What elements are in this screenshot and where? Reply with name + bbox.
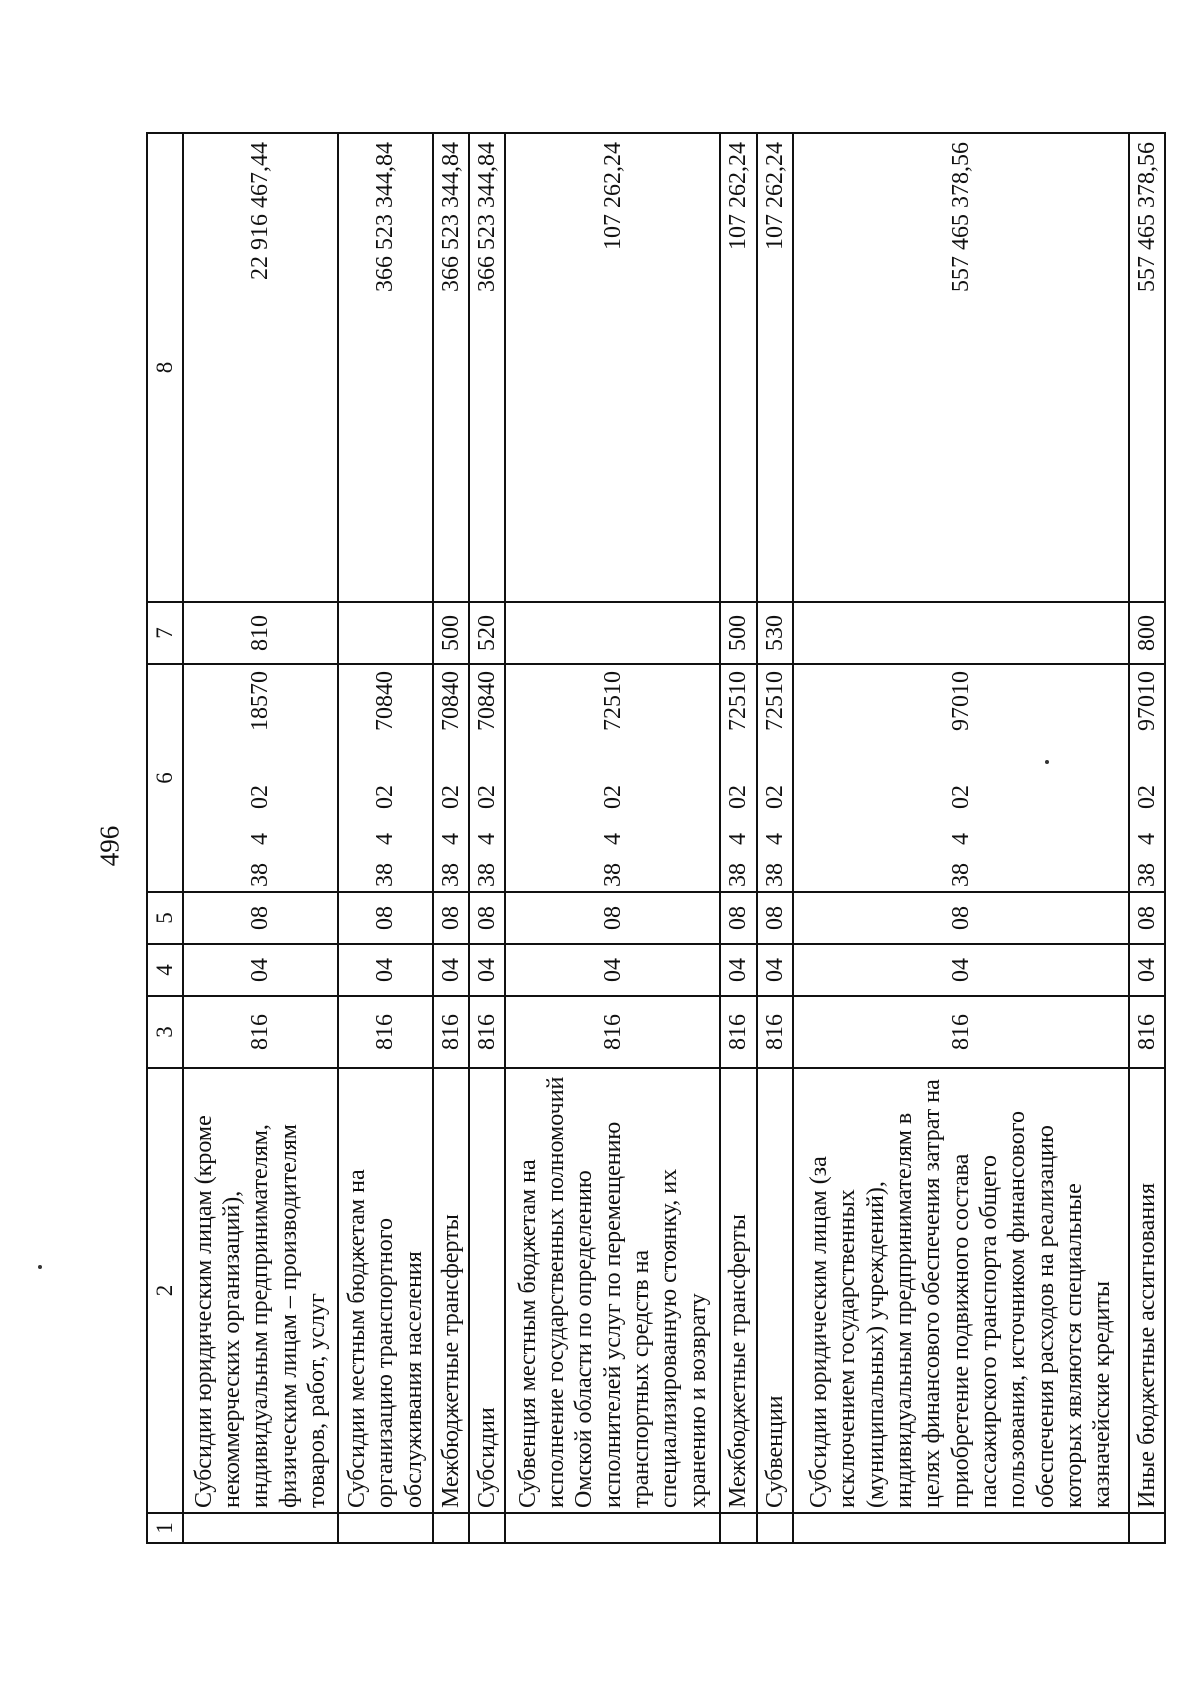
program-code: 38 <box>947 863 974 887</box>
item-name: Субсидии юридическим лицам (кроме некоммерческих организаций), индивидуальным предпринимателям, физическим лицам – производителям товаров, работ, услуг <box>183 1068 338 1513</box>
direction-code: 70840 <box>437 671 464 731</box>
target-article-code <box>720 664 756 892</box>
item-name: Субвенции <box>757 1068 793 1513</box>
direction-code: 18570 <box>247 671 274 731</box>
subprogram-type-code: 4 <box>473 833 500 845</box>
amount: 107 262,24 <box>720 133 756 602</box>
section-code: 04 <box>720 944 756 996</box>
ministry-code: 816 <box>793 996 1129 1068</box>
subsection-code: 08 <box>338 892 433 944</box>
direction-code: 70840 <box>473 671 500 731</box>
section-code: 04 <box>505 944 720 996</box>
program-code: 38 <box>599 863 626 887</box>
direction-code: 72510 <box>725 671 752 731</box>
row-number-cell <box>469 1513 505 1543</box>
header-row <box>147 133 183 1543</box>
subprogram-type-code: 4 <box>247 833 274 845</box>
ministry-code: 816 <box>183 996 338 1068</box>
scan-speck <box>38 1265 42 1269</box>
header-col-3: 3 <box>147 996 183 1068</box>
direction-code: 70840 <box>372 671 399 731</box>
event-code: 02 <box>1133 785 1160 809</box>
event-code: 02 <box>725 785 752 809</box>
header-col-1: 1 <box>147 1513 183 1543</box>
table-row <box>720 133 756 1543</box>
program-code: 38 <box>247 863 274 887</box>
subprogram-type-code: 4 <box>761 833 788 845</box>
ministry-code: 816 <box>505 996 720 1068</box>
target-article-code <box>469 664 505 892</box>
ministry-code: 816 <box>757 996 793 1068</box>
target-article-code <box>183 664 338 892</box>
row-number-cell <box>338 1513 433 1543</box>
subprogram-type-code: 4 <box>1133 833 1160 845</box>
subsection-code: 08 <box>720 892 756 944</box>
target-article-code <box>793 664 1129 892</box>
section-code: 04 <box>757 944 793 996</box>
header-col-5: 5 <box>147 892 183 944</box>
subprogram-type-code: 4 <box>372 833 399 845</box>
amount: 557 465 378,56 <box>793 133 1129 602</box>
target-article-code <box>433 664 469 892</box>
event-code: 02 <box>247 785 274 809</box>
item-name: Субвенция местным бюджетам на исполнение государственных полномочий Омской области по определению исполнителей услуг по перемещению транспортных средств на специализированную стоянку, их хранению и возврату <box>505 1068 720 1513</box>
program-code: 38 <box>725 863 752 887</box>
ministry-code: 816 <box>338 996 433 1068</box>
ministry-code: 816 <box>433 996 469 1068</box>
page-number: 496 <box>94 825 125 867</box>
subprogram-type-code: 4 <box>947 833 974 845</box>
section-code: 04 <box>338 944 433 996</box>
expense-type-code: 810 <box>183 602 338 664</box>
item-name: Субсидии юридическим лицам (за исключением государственных (муниципальных) учреждений), индивидуальным предпринимателям в целях финансового обеспечения затрат на приобретение подвижного состава пассажирского транспорта общего пользования, источником финансового обеспечения расходов на реализацию которых являются специальные казначейские кредиты <box>793 1068 1129 1513</box>
row-number-cell <box>433 1513 469 1543</box>
rotated-table-container <box>146 142 1166 1544</box>
program-code: 38 <box>1133 863 1160 887</box>
subsection-code: 08 <box>433 892 469 944</box>
event-code: 02 <box>437 785 464 809</box>
target-article-code <box>1129 664 1165 892</box>
item-name: Субсидии <box>469 1068 505 1513</box>
expense-type-code <box>505 602 720 664</box>
direction-code: 72510 <box>599 671 626 731</box>
amount: 22 916 467,44 <box>183 133 338 602</box>
table-row <box>793 133 1129 1543</box>
subprogram-type-code: 4 <box>599 833 626 845</box>
event-code: 02 <box>947 785 974 809</box>
row-number-cell <box>183 1513 338 1543</box>
amount: 107 262,24 <box>505 133 720 602</box>
table-row <box>505 133 720 1543</box>
amount: 366 523 344,84 <box>338 133 433 602</box>
subsection-code: 08 <box>1129 892 1165 944</box>
target-article-code <box>757 664 793 892</box>
amount: 366 523 344,84 <box>433 133 469 602</box>
table-row <box>183 133 338 1543</box>
table-row <box>469 133 505 1543</box>
table-row <box>338 133 433 1543</box>
subsection-code: 08 <box>183 892 338 944</box>
row-number-cell <box>757 1513 793 1543</box>
row-number-cell <box>793 1513 1129 1543</box>
table-row <box>1129 133 1165 1543</box>
header-col-7: 7 <box>147 602 183 664</box>
event-code: 02 <box>599 785 626 809</box>
budget-table <box>146 132 1166 1544</box>
item-name: Иные бюджетные ассигнования <box>1129 1068 1165 1513</box>
program-code: 38 <box>761 863 788 887</box>
subprogram-type-code: 4 <box>725 833 752 845</box>
program-code: 38 <box>372 863 399 887</box>
amount: 366 523 344,84 <box>469 133 505 602</box>
direction-code: 97010 <box>1133 671 1160 731</box>
event-code: 02 <box>761 785 788 809</box>
expense-type-code: 530 <box>757 602 793 664</box>
expense-type-code <box>338 602 433 664</box>
program-code: 38 <box>473 863 500 887</box>
section-code: 04 <box>469 944 505 996</box>
table-row <box>757 133 793 1543</box>
target-article-code <box>338 664 433 892</box>
item-name: Межбюджетные трансферты <box>720 1068 756 1513</box>
expense-type-code: 520 <box>469 602 505 664</box>
section-code: 04 <box>183 944 338 996</box>
header-col-4: 4 <box>147 944 183 996</box>
section-code: 04 <box>433 944 469 996</box>
item-name: Субсидии местным бюджетам на организацию транспортного обслуживания населения <box>338 1068 433 1513</box>
expense-type-code <box>793 602 1129 664</box>
row-number-cell <box>505 1513 720 1543</box>
ministry-code: 816 <box>469 996 505 1068</box>
subprogram-type-code: 4 <box>437 833 464 845</box>
subsection-code: 08 <box>505 892 720 944</box>
amount: 107 262,24 <box>757 133 793 602</box>
header-col-2: 2 <box>147 1068 183 1513</box>
row-number-cell <box>1129 1513 1165 1543</box>
event-code: 02 <box>473 785 500 809</box>
item-name: Межбюджетные трансферты <box>433 1068 469 1513</box>
direction-code: 97010 <box>947 671 974 731</box>
header-col-6: 6 <box>147 664 183 892</box>
section-code: 04 <box>793 944 1129 996</box>
row-number-cell <box>720 1513 756 1543</box>
section-code: 04 <box>1129 944 1165 996</box>
subsection-code: 08 <box>469 892 505 944</box>
subsection-code: 08 <box>793 892 1129 944</box>
target-article-code <box>505 664 720 892</box>
expense-type-code: 800 <box>1129 602 1165 664</box>
event-code: 02 <box>372 785 399 809</box>
header-col-8: 8 <box>147 133 183 602</box>
expense-type-code: 500 <box>433 602 469 664</box>
ministry-code: 816 <box>1129 996 1165 1068</box>
table-row <box>433 133 469 1543</box>
subsection-code: 08 <box>757 892 793 944</box>
expense-type-code: 500 <box>720 602 756 664</box>
ministry-code: 816 <box>720 996 756 1068</box>
direction-code: 72510 <box>761 671 788 731</box>
program-code: 38 <box>437 863 464 887</box>
amount: 557 465 378,56 <box>1129 133 1165 602</box>
